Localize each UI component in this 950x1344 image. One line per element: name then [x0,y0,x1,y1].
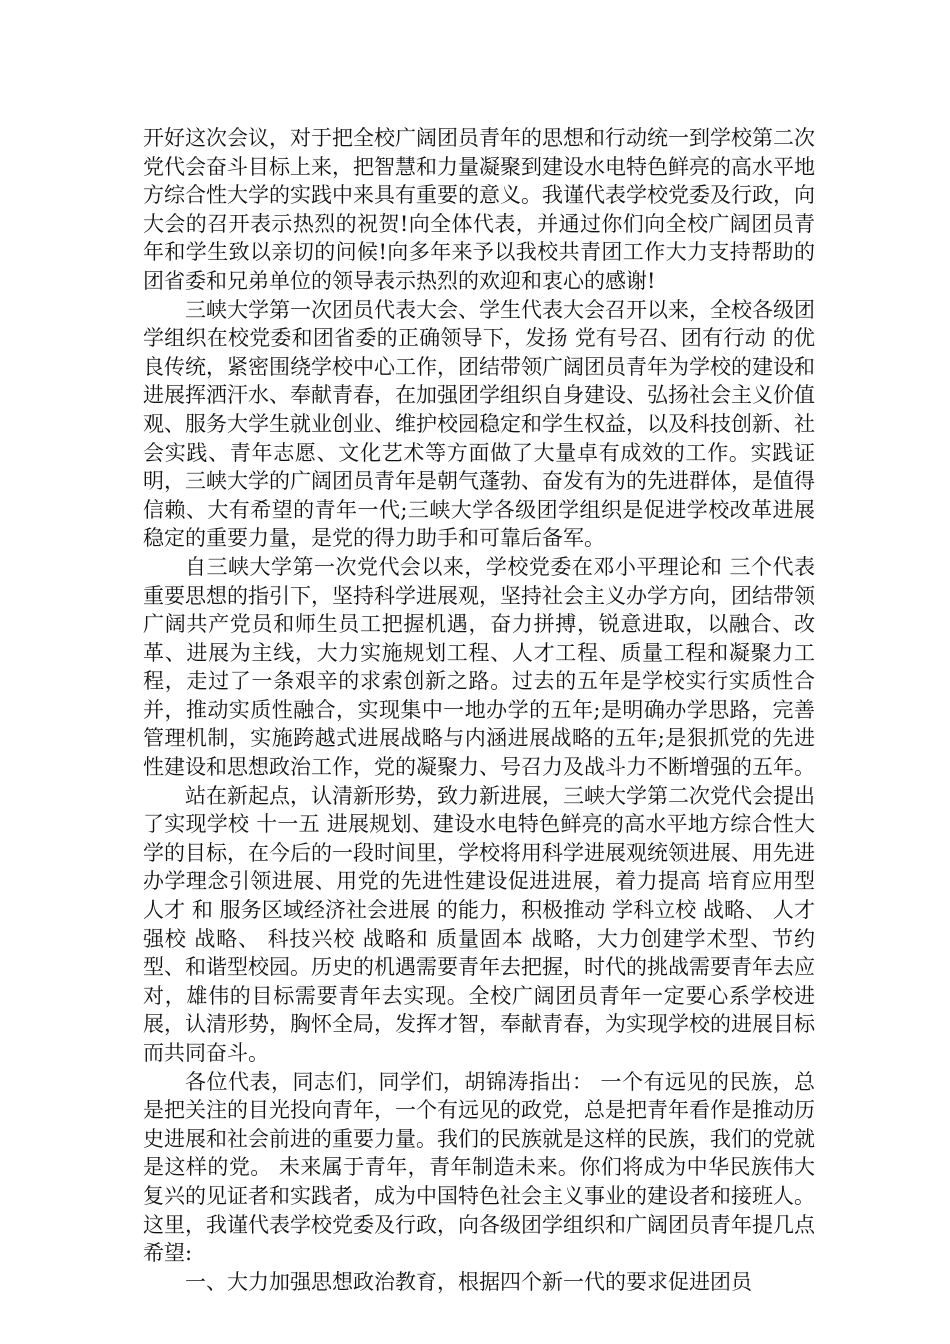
paragraph-1: 开好这次会议，对于把全校广阔团员青年的思想和行动统一到学校第二次党代会奋斗目标上来，把智慧和力量凝聚到建设水电特色鲜亮的高水平地方综合性大学的实践中来具有重要的意义。我谨代表学校党委及行政，向大会的召开表示热烈的祝贺!向全体代表，并通过你们向全校广阔团员青年和学生致以亲切的问候!向多年来予以我校共青团工作大力支持帮助的团省委和兄弟单位的领导表示热烈的欢迎和衷心的感谢! [143,126,815,293]
paragraph-6: 一、大力加强思想政治教育，根据四个新一代的要求促进团员 [185,1269,752,1294]
document-body [143,124,815,1296]
paragraph-5: 各位代表，同志们，同学们，胡锦涛指出： 一个有远见的民族，总是把关注的目光投向青年，一个有远见的政党，总是把青年看作是推动历史进展和社会前进的重要力量。我们的民族就是这样的民族，我们的党就是这样的党。 未来属于青年，青年制造未来。你们将成为中华民族伟大复兴的见证者和实践者，成为中国特色社会主义事业的建设者和接班人。这里，我谨代表学校党委及行政，向各级团学组织和广阔团员青年提几点希望: [143,1069,815,1266]
paragraph-3: 自三峡大学第一次党代会以来，学校党委在邓小平理论和 三个代表 重要思想的指引下，坚持科学进展观，坚持社会主义办学方向，团结带领广阔共产党员和师生员工把握机遇，奋力拼搏，锐意进取，以融合、改革、进展为主线，大力实施规划工程、人才工程、质量工程和凝聚力工程，走过了一条艰辛的求索创新之路。过去的五年是学校实行实质性合并，推动实质性融合，实现集中一地办学的五年;是明确办学思路，完善管理机制，实施跨越式进展战略与内涵进展战略的五年;是狠抓党的先进性建设和思想政治工作，党的凝聚力、号召力及战斗力不断增强的五年。 [143,554,815,780]
paragraph-4: 站在新起点，认清新形势，致力新进展，三峡大学第二次党代会提出了实现学校 十一五 进展规划、建设水电特色鲜亮的高水平地方综合性大学的目标，在今后的一段时间里，学校将用科学进展观统领进展、用先进办学理念引领进展、用党的先进性建设促进进展，着力提高 培育应用型人才 和 服务区域经济社会进展 的能力，积极推动 学科立校 战略、 人才强校 战略、 科技兴校 战略和 质量固本 战略，大力创建学术型、节约型、和谐型校园。历史的机遇需要青年去把握，时代的挑战需要青年去应对，雄伟的目标需要青年去实现。全校广阔团员青年一定要心系学校进展，认清形势，胸怀全局，发挥才智，奉献青春，为实现学校的进展目标而共同奋斗。 [143,783,815,1065]
paragraph-2: 三峡大学第一次团员代表大会、学生代表大会召开以来，全校各级团学组织在校党委和团省委的正确领导下，发扬 党有号召、团有行动 的优良传统，紧密围绕学校中心工作，团结带领广阔团员青年为学校的建设和进展挥洒汗水、奉献青春，在加强团学组织自身建设、弘扬社会主义价值观、服务大学生就业创业、维护校园稳定和学生权益，以及科技创新、社会实践、青年志愿、文化艺术等方面做了大量卓有成效的工作。实践证明，三峡大学的广阔团员青年是朝气蓬勃、奋发有为的先进群体，是值得信赖、大有希望的青年一代;三峡大学各级团学组织是促进学校改革进展稳定的重要力量，是党的得力助手和可靠后备军。 [143,297,815,551]
